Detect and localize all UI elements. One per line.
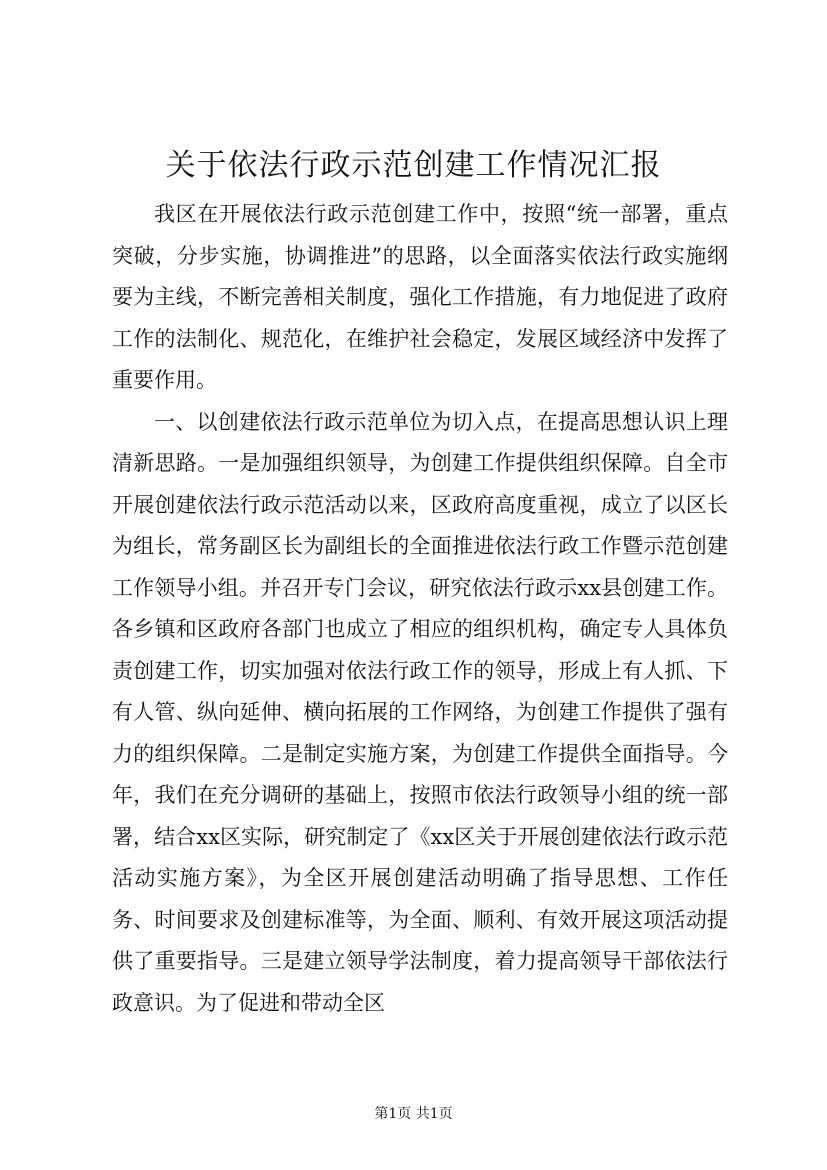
paragraph-section-one: 一、以创建依法行政示范单位为切入点，在提高思想认识上理清新思路。一是加强组织领导，为创建工作提供组织保障。自全市开展创建依法行政示范活动以来，区政府高度重视，成立了以区长为组长，常务副区长为副组长的全面推进依法行政工作暨示范创建工作领导小组。并召开专门会议，研究依法行政示xx县创建工作。各乡镇和区政府各部门也成立了相应的组织机构，确定专人具体负责创建工作，切实加强对依法行政工作的领导，形成上有人抓、下有人管、纵向延伸、横向拓展的工作网络，为创建工作提供了强有力的组织保障。二是制定实施方案，为创建工作提供全面指导。今年，我们在充分调研的基础上，按照市依法行政领导小组的统一部署，结合xx区实际，研究制定了《xx区关于开展创建依法行政示范活动实施方案》，为全区开展创建活动明确了指导思想、工作任务、时间要求及创建标准等，为全面、顺利、有效开展这项活动提供了重要指导。三是建立领导学法制度，着力提高领导干部依法行政意识。为了促进和带动全区	[112, 409, 728, 1015]
page-number-footer: 第1页 共1页	[374, 1106, 453, 1122]
document-body	[112, 194, 728, 1024]
paragraph-intro: 我区在开展依法行政示范创建工作中，按照“统一部署，重点突破，分步实施，协调推进”的思路，以全面落实依法行政实施纲要为主线，不断完善相关制度，强化工作措施，有力地促进了政府工作的法制化、规范化，在维护社会稳定，发展区域经济中发挥了重要作用。	[112, 202, 728, 392]
document-title: 关于依法行政示范创建工作情况汇报	[165, 148, 662, 183]
